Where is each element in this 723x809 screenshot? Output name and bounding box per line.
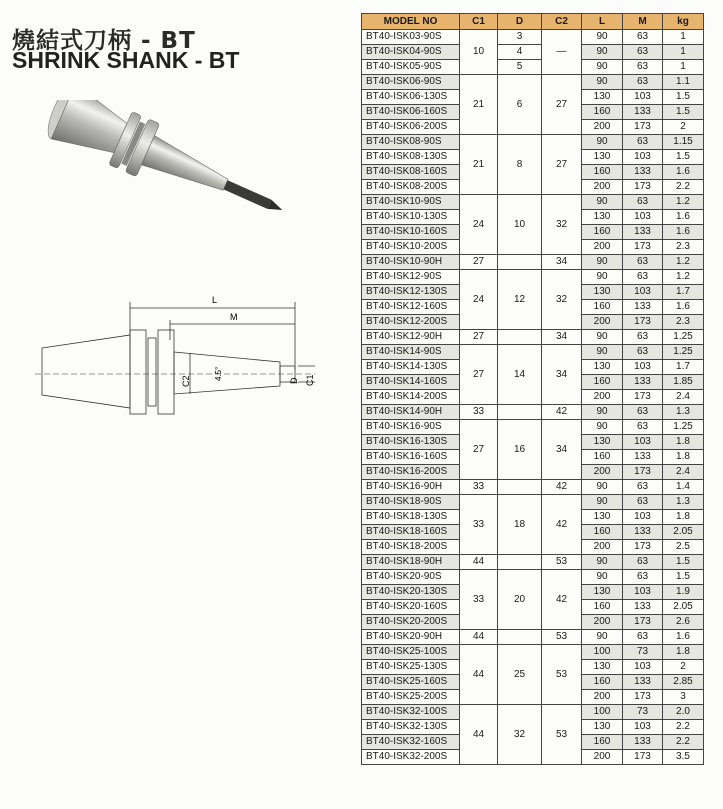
m-cell: 133	[623, 105, 663, 120]
m-cell: 133	[623, 525, 663, 540]
m-cell: 173	[623, 315, 663, 330]
header-d: D	[498, 14, 542, 30]
kg-cell: 1.8	[663, 510, 704, 525]
model-cell: BT40-ISK32-130S	[362, 720, 460, 735]
kg-cell: 1.3	[663, 405, 704, 420]
l-cell: 90	[582, 270, 623, 285]
table-header-row	[362, 14, 704, 30]
kg-cell: 1.5	[663, 555, 704, 570]
header-l: L	[582, 14, 623, 30]
c2-cell: 27	[542, 75, 582, 135]
model-cell: BT40-ISK08-90S	[362, 135, 460, 150]
model-cell: BT40-ISK08-200S	[362, 180, 460, 195]
d-cell	[498, 255, 542, 270]
m-cell: 63	[623, 405, 663, 420]
c1-cell: 27	[460, 330, 498, 345]
m-cell: 133	[623, 300, 663, 315]
model-cell: BT40-ISK04-90S	[362, 45, 460, 60]
title-chinese: 燒結式刀柄 - BT	[12, 28, 196, 54]
m-cell: 173	[623, 120, 663, 135]
d-cell: 10	[498, 195, 542, 255]
kg-cell: 1.15	[663, 135, 704, 150]
l-cell: 160	[582, 600, 623, 615]
c1-cell: 10	[460, 30, 498, 75]
model-cell: BT40-ISK25-160S	[362, 675, 460, 690]
m-cell: 63	[623, 135, 663, 150]
table-row	[362, 75, 704, 90]
c1-cell: 33	[460, 480, 498, 495]
c1-cell: 21	[460, 75, 498, 135]
c2-cell: 32	[542, 270, 582, 330]
c1-cell: 27	[460, 255, 498, 270]
dimension-drawing	[30, 290, 330, 440]
c1-cell: 24	[460, 195, 498, 255]
l-cell: 200	[582, 315, 623, 330]
m-cell: 133	[623, 600, 663, 615]
c1-cell: 27	[460, 345, 498, 405]
d-cell: 8	[498, 135, 542, 195]
model-cell: BT40-ISK06-90S	[362, 75, 460, 90]
model-cell: BT40-ISK14-160S	[362, 375, 460, 390]
l-cell: 90	[582, 405, 623, 420]
m-cell: 63	[623, 195, 663, 210]
l-cell: 90	[582, 45, 623, 60]
m-cell: 63	[623, 30, 663, 45]
table-row	[362, 255, 704, 270]
c2-cell: 42	[542, 480, 582, 495]
table-row	[362, 495, 704, 510]
kg-cell: 1.5	[663, 90, 704, 105]
m-cell: 173	[623, 180, 663, 195]
model-cell: BT40-ISK14-200S	[362, 390, 460, 405]
m-cell: 173	[623, 690, 663, 705]
c1-cell: 44	[460, 705, 498, 765]
table-row	[362, 345, 704, 360]
l-cell: 90	[582, 495, 623, 510]
table-row	[362, 555, 704, 570]
c2-cell: 34	[542, 420, 582, 480]
model-cell: BT40-ISK20-90S	[362, 570, 460, 585]
table-row	[362, 60, 704, 75]
m-cell: 103	[623, 90, 663, 105]
model-cell: BT40-ISK10-160S	[362, 225, 460, 240]
d-cell	[498, 330, 542, 345]
l-cell: 130	[582, 585, 623, 600]
c2-cell: 53	[542, 555, 582, 570]
kg-cell: 1.4	[663, 480, 704, 495]
kg-cell: 1.3	[663, 495, 704, 510]
model-cell: BT40-ISK20-160S	[362, 600, 460, 615]
c1-cell: 21	[460, 135, 498, 195]
d-cell: 25	[498, 645, 542, 705]
l-cell: 90	[582, 255, 623, 270]
kg-cell: 1.25	[663, 420, 704, 435]
model-cell: BT40-ISK10-130S	[362, 210, 460, 225]
l-cell: 90	[582, 570, 623, 585]
product-photo	[30, 100, 300, 250]
model-cell: BT40-ISK10-90H	[362, 255, 460, 270]
kg-cell: 1.8	[663, 450, 704, 465]
c1-cell: 33	[460, 570, 498, 630]
kg-cell: 1.85	[663, 375, 704, 390]
m-cell: 63	[623, 330, 663, 345]
m-cell: 63	[623, 420, 663, 435]
kg-cell: 2.2	[663, 735, 704, 750]
title-english: SHRINK SHANK - BT	[12, 47, 240, 73]
l-cell: 130	[582, 285, 623, 300]
model-cell: BT40-ISK12-130S	[362, 285, 460, 300]
model-cell: BT40-ISK20-130S	[362, 585, 460, 600]
table-row	[362, 330, 704, 345]
l-cell: 100	[582, 645, 623, 660]
l-cell: 90	[582, 555, 623, 570]
m-cell: 103	[623, 210, 663, 225]
kg-cell: 1.1	[663, 75, 704, 90]
table-row	[362, 135, 704, 150]
header-kg: kg	[663, 14, 704, 30]
c1-cell: 44	[460, 645, 498, 705]
c1-cell: 33	[460, 495, 498, 555]
l-cell: 160	[582, 165, 623, 180]
l-cell: 130	[582, 150, 623, 165]
model-cell: BT40-ISK32-200S	[362, 750, 460, 765]
m-cell: 63	[623, 555, 663, 570]
d-cell	[498, 630, 542, 645]
model-cell: BT40-ISK32-100S	[362, 705, 460, 720]
l-cell: 160	[582, 225, 623, 240]
model-cell: BT40-ISK14-90S	[362, 345, 460, 360]
c2-cell: —	[542, 30, 582, 75]
m-cell: 103	[623, 360, 663, 375]
l-cell: 90	[582, 330, 623, 345]
l-cell: 130	[582, 210, 623, 225]
l-cell: 130	[582, 90, 623, 105]
kg-cell: 2.4	[663, 465, 704, 480]
l-cell: 160	[582, 105, 623, 120]
model-cell: BT40-ISK14-130S	[362, 360, 460, 375]
kg-cell: 2	[663, 120, 704, 135]
m-cell: 133	[623, 375, 663, 390]
kg-cell: 2.5	[663, 540, 704, 555]
model-cell: BT40-ISK20-90H	[362, 630, 460, 645]
m-cell: 173	[623, 540, 663, 555]
l-cell: 160	[582, 525, 623, 540]
kg-cell: 1.8	[663, 435, 704, 450]
model-cell: BT40-ISK10-90S	[362, 195, 460, 210]
model-cell: BT40-ISK16-130S	[362, 435, 460, 450]
c2-cell: 53	[542, 705, 582, 765]
label-angle: 4.5°	[214, 366, 223, 381]
m-cell: 173	[623, 240, 663, 255]
model-cell: BT40-ISK20-200S	[362, 615, 460, 630]
m-cell: 173	[623, 750, 663, 765]
table-row	[362, 630, 704, 645]
model-cell: BT40-ISK18-90S	[362, 495, 460, 510]
l-cell: 200	[582, 540, 623, 555]
kg-cell: 2.3	[663, 240, 704, 255]
kg-cell: 3	[663, 690, 704, 705]
l-cell: 130	[582, 660, 623, 675]
model-cell: BT40-ISK10-200S	[362, 240, 460, 255]
l-cell: 200	[582, 615, 623, 630]
m-cell: 133	[623, 735, 663, 750]
model-cell: BT40-ISK05-90S	[362, 60, 460, 75]
c1-cell: 27	[460, 420, 498, 480]
kg-cell: 2.05	[663, 525, 704, 540]
d-cell: 20	[498, 570, 542, 630]
l-cell: 200	[582, 180, 623, 195]
kg-cell: 1.7	[663, 360, 704, 375]
m-cell: 103	[623, 720, 663, 735]
kg-cell: 2.0	[663, 705, 704, 720]
model-cell: BT40-ISK16-90H	[362, 480, 460, 495]
c2-cell: 34	[542, 330, 582, 345]
l-cell: 90	[582, 195, 623, 210]
kg-cell: 2.3	[663, 315, 704, 330]
d-cell: 18	[498, 495, 542, 555]
c2-cell: 42	[542, 495, 582, 555]
l-cell: 90	[582, 630, 623, 645]
m-cell: 133	[623, 225, 663, 240]
m-cell: 133	[623, 450, 663, 465]
m-cell: 103	[623, 660, 663, 675]
l-cell: 200	[582, 240, 623, 255]
d-cell	[498, 480, 542, 495]
m-cell: 63	[623, 60, 663, 75]
model-cell: BT40-ISK08-130S	[362, 150, 460, 165]
kg-cell: 1	[663, 30, 704, 45]
model-cell: BT40-ISK25-200S	[362, 690, 460, 705]
label-c2: C2	[181, 375, 191, 387]
l-cell: 160	[582, 735, 623, 750]
d-cell: 32	[498, 705, 542, 765]
kg-cell: 2	[663, 660, 704, 675]
model-cell: BT40-ISK25-130S	[362, 660, 460, 675]
kg-cell: 1.6	[663, 210, 704, 225]
c2-cell: 53	[542, 630, 582, 645]
l-cell: 130	[582, 510, 623, 525]
d-cell	[498, 555, 542, 570]
m-cell: 63	[623, 630, 663, 645]
model-cell: BT40-ISK18-160S	[362, 525, 460, 540]
c1-cell: 44	[460, 555, 498, 570]
m-cell: 63	[623, 570, 663, 585]
table-row	[362, 705, 704, 720]
l-cell: 200	[582, 690, 623, 705]
model-cell: BT40-ISK08-160S	[362, 165, 460, 180]
m-cell: 103	[623, 510, 663, 525]
model-cell: BT40-ISK18-90H	[362, 555, 460, 570]
l-cell: 160	[582, 300, 623, 315]
m-cell: 63	[623, 495, 663, 510]
m-cell: 63	[623, 45, 663, 60]
c2-cell: 27	[542, 135, 582, 195]
c2-cell: 42	[542, 570, 582, 630]
d-cell	[498, 405, 542, 420]
model-cell: BT40-ISK32-160S	[362, 735, 460, 750]
m-cell: 63	[623, 480, 663, 495]
m-cell: 63	[623, 255, 663, 270]
l-cell: 160	[582, 375, 623, 390]
table-row	[362, 45, 704, 60]
header-model-no: MODEL NO	[362, 14, 460, 30]
c2-cell: 34	[542, 345, 582, 405]
table-row	[362, 645, 704, 660]
flange-outline	[130, 330, 146, 414]
spec-table	[361, 13, 704, 765]
l-cell: 90	[582, 135, 623, 150]
c2-cell: 53	[542, 645, 582, 705]
header-c1: C1	[460, 14, 498, 30]
table-row	[362, 30, 704, 45]
kg-cell: 1.6	[663, 225, 704, 240]
m-cell: 63	[623, 345, 663, 360]
l-cell: 90	[582, 345, 623, 360]
model-cell: BT40-ISK16-160S	[362, 450, 460, 465]
table-row	[362, 195, 704, 210]
kg-cell: 1.9	[663, 585, 704, 600]
l-cell: 90	[582, 30, 623, 45]
m-cell: 103	[623, 150, 663, 165]
kg-cell: 1	[663, 45, 704, 60]
m-cell: 73	[623, 645, 663, 660]
kg-cell: 1.25	[663, 330, 704, 345]
model-cell: BT40-ISK18-200S	[362, 540, 460, 555]
d-cell: 4	[498, 45, 542, 60]
model-cell: BT40-ISK06-200S	[362, 120, 460, 135]
d-cell: 12	[498, 270, 542, 330]
d-cell: 6	[498, 75, 542, 135]
l-cell: 90	[582, 420, 623, 435]
model-cell: BT40-ISK16-200S	[362, 465, 460, 480]
kg-cell: 1.6	[663, 300, 704, 315]
l-cell: 90	[582, 480, 623, 495]
model-cell: BT40-ISK03-90S	[362, 30, 460, 45]
c2-cell: 34	[542, 255, 582, 270]
c2-cell: 42	[542, 405, 582, 420]
kg-cell: 1.6	[663, 165, 704, 180]
kg-cell: 2.4	[663, 390, 704, 405]
kg-cell: 1.5	[663, 105, 704, 120]
label-m: M	[230, 312, 238, 322]
header-c2: C2	[542, 14, 582, 30]
m-cell: 103	[623, 285, 663, 300]
m-cell: 63	[623, 75, 663, 90]
l-cell: 130	[582, 360, 623, 375]
kg-cell: 3.5	[663, 750, 704, 765]
model-cell: BT40-ISK12-90S	[362, 270, 460, 285]
m-cell: 73	[623, 705, 663, 720]
d-cell: 16	[498, 420, 542, 480]
kg-cell: 1.2	[663, 255, 704, 270]
table-row	[362, 570, 704, 585]
m-cell: 133	[623, 675, 663, 690]
kg-cell: 2.05	[663, 600, 704, 615]
kg-cell: 1.2	[663, 195, 704, 210]
l-cell: 130	[582, 720, 623, 735]
m-cell: 103	[623, 435, 663, 450]
model-cell: BT40-ISK16-90S	[362, 420, 460, 435]
l-cell: 90	[582, 60, 623, 75]
l-cell: 90	[582, 75, 623, 90]
kg-cell: 2.2	[663, 180, 704, 195]
l-cell: 200	[582, 465, 623, 480]
table-row	[362, 405, 704, 420]
m-cell: 173	[623, 615, 663, 630]
kg-cell: 1.6	[663, 630, 704, 645]
c2-cell: 32	[542, 195, 582, 255]
model-cell: BT40-ISK12-160S	[362, 300, 460, 315]
c1-cell: 44	[460, 630, 498, 645]
m-cell: 63	[623, 270, 663, 285]
model-cell: BT40-ISK18-130S	[362, 510, 460, 525]
kg-cell: 2.2	[663, 720, 704, 735]
model-cell: BT40-ISK25-100S	[362, 645, 460, 660]
table-row	[362, 270, 704, 285]
kg-cell: 1.25	[663, 345, 704, 360]
m-cell: 173	[623, 390, 663, 405]
l-cell: 160	[582, 675, 623, 690]
kg-cell: 1.8	[663, 645, 704, 660]
kg-cell: 1.5	[663, 570, 704, 585]
model-cell: BT40-ISK12-90H	[362, 330, 460, 345]
kg-cell: 1	[663, 60, 704, 75]
l-cell: 200	[582, 750, 623, 765]
d-cell: 14	[498, 345, 542, 405]
taper-outline	[42, 335, 130, 408]
d-cell: 3	[498, 30, 542, 45]
label-l: L	[212, 295, 218, 305]
kg-cell: 2.85	[663, 675, 704, 690]
l-cell: 130	[582, 435, 623, 450]
table-body	[362, 30, 704, 765]
kg-cell: 2.6	[663, 615, 704, 630]
d-cell: 5	[498, 60, 542, 75]
model-cell: BT40-ISK06-160S	[362, 105, 460, 120]
l-cell: 200	[582, 120, 623, 135]
c1-cell: 33	[460, 405, 498, 420]
l-cell: 200	[582, 390, 623, 405]
m-cell: 103	[623, 585, 663, 600]
table-row	[362, 480, 704, 495]
l-cell: 160	[582, 450, 623, 465]
kg-cell: 1.5	[663, 150, 704, 165]
model-cell: BT40-ISK14-90H	[362, 405, 460, 420]
m-cell: 133	[623, 165, 663, 180]
label-d: D	[289, 377, 299, 384]
l-cell: 100	[582, 705, 623, 720]
c1-cell: 24	[460, 270, 498, 330]
model-cell: BT40-ISK12-200S	[362, 315, 460, 330]
m-cell: 173	[623, 465, 663, 480]
header-m: M	[623, 14, 663, 30]
model-cell: BT40-ISK06-130S	[362, 90, 460, 105]
kg-cell: 1.7	[663, 285, 704, 300]
table-row	[362, 420, 704, 435]
label-c1: C1	[305, 374, 315, 386]
kg-cell: 1.2	[663, 270, 704, 285]
